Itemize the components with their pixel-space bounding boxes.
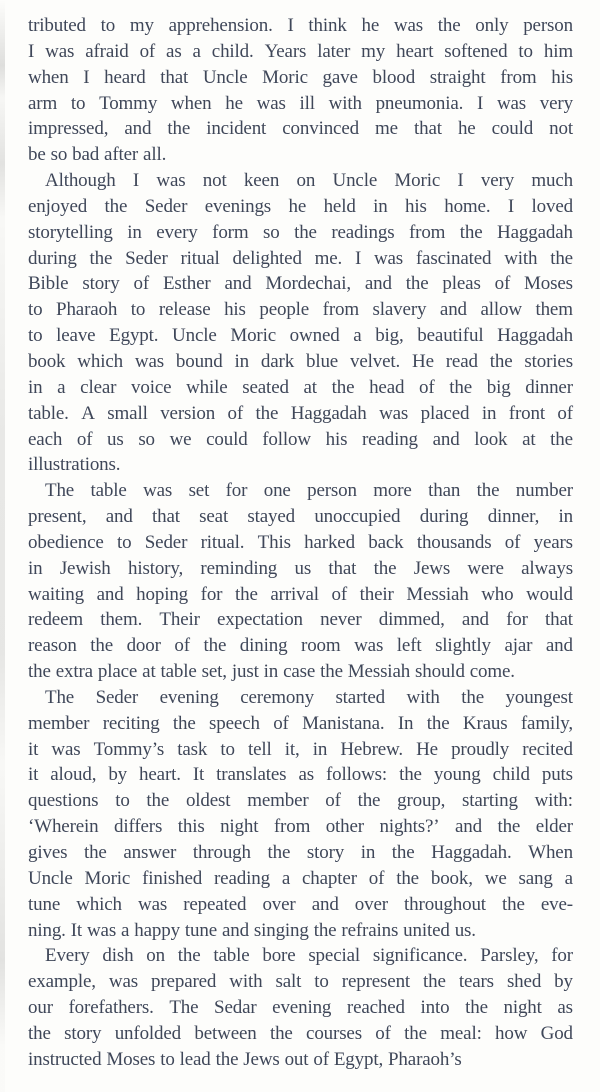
text-line: be so bad after all. <box>28 144 167 166</box>
text-line: during the Seder ritual delighted me. I was fascinated with the <box>28 247 573 269</box>
paragraph <box>28 478 573 685</box>
text-line: in Jewish history, reminding us that the Jews were always <box>28 557 573 579</box>
text-line: The table was set for one person more than the number <box>45 480 573 502</box>
text-line: to Pharaoh to release his people from slavery and allow them <box>28 299 573 321</box>
text-line: arm to Tommy when he was ill with pneumonia. I was very <box>28 92 573 114</box>
paragraph <box>28 13 573 168</box>
text-line: example, was prepared with salt to represent the tears shed by <box>28 971 573 993</box>
text-line: enjoyed the Seder evenings he held in his home. I loved <box>28 195 573 217</box>
paragraph <box>28 685 573 943</box>
text-line: gives the answer through the story in the Haggadah. When <box>28 842 573 863</box>
text-line: Although I was not keen on Uncle Moric I very much <box>45 170 573 192</box>
page-text <box>28 13 573 1073</box>
text-line: member reciting the speech of Manistana. In the Kraus family, <box>28 712 573 734</box>
text-line: tributed to my apprehension. I think he was the only person <box>28 15 573 36</box>
paragraph <box>28 168 573 478</box>
text-line: in a clear voice while seated at the head of the big dinner <box>28 376 573 398</box>
text-line: it was Tommy’s task to tell it, in Hebrew. He proudly recited <box>28 738 573 760</box>
text-line: our forefathers. The Sedar evening reached into the night as <box>28 997 573 1019</box>
text-line: obedience to Seder ritual. This harked back thousands of years <box>28 531 573 553</box>
text-line: when I heard that Uncle Moric gave blood straight from his <box>28 66 573 88</box>
text-line: ning. It was a happy tune and singing the refrains united us. <box>28 919 476 941</box>
text-line: each of us so we could follow his reading and look at the <box>28 428 573 450</box>
text-line: table. A small version of the Haggadah was placed in front of <box>28 402 573 424</box>
text-line: questions to the oldest member of the group, starting with: <box>28 790 573 812</box>
text-line: illustrations. <box>28 454 121 476</box>
text-line: storytelling in every form so the readings from the Haggadah <box>28 221 573 243</box>
text-line: Every dish on the table bore special significance. Parsley, for <box>45 945 573 967</box>
text-line: to leave Egypt. Uncle Moric owned a big, beautiful Haggadah <box>28 325 573 347</box>
text-line: Bible story of Esther and Mordechai, and the pleas of Moses <box>28 273 573 295</box>
text-line: impressed, and the incident convinced me that he could not <box>28 118 573 140</box>
text-line: Uncle Moric finished reading a chapter of the book, we sang a <box>28 867 573 889</box>
text-line: I was afraid of as a child. Years later my heart softened to him <box>28 40 573 62</box>
text-line: waiting and hoping for the arrival of their Messiah who would <box>28 583 573 605</box>
text-line: present, and that seat stayed unoccupied during dinner, in <box>28 506 573 528</box>
text-line: reason the door of the dining room was left slightly ajar and <box>28 635 573 657</box>
text-line: book which was bound in dark blue velvet. He read the stories <box>28 350 573 372</box>
scan-edge-artifact <box>0 0 5 1092</box>
text-line: the extra place at table set, just in case the Messiah should come. <box>28 661 515 683</box>
paragraph <box>28 943 573 1072</box>
text-line: the story unfolded between the courses of the meal: how God <box>28 1022 573 1044</box>
text-line: it aloud, by heart. It translates as follows: the young child puts <box>28 764 573 786</box>
text-line: instructed Moses to lead the Jews out of Egypt, Pharaoh’s <box>28 1048 462 1070</box>
text-line: ‘Wherein differs this night from other nights?’ and the elder <box>28 816 573 838</box>
text-line: redeem them. Their expectation never dimmed, and for that <box>28 609 573 631</box>
text-line: The Seder evening ceremony started with the youngest <box>45 686 573 708</box>
text-line: tune which was repeated over and over throughout the eve- <box>28 893 573 915</box>
